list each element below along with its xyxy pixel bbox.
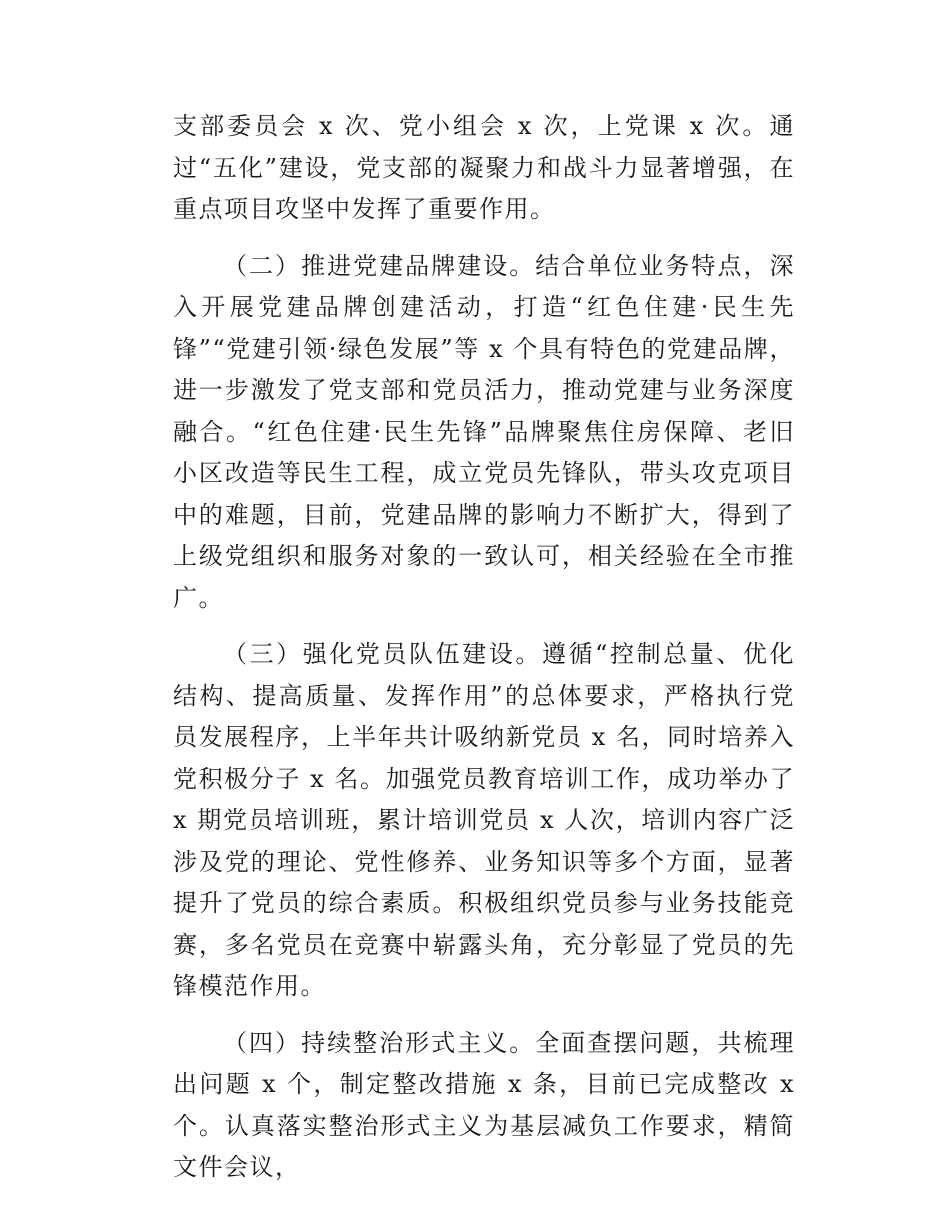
paragraph-party-member-team-building: （三）强化党员队伍建设。遵循“控制总量、优化结构、提高质量、发挥作用”的总体要求，严格执行党员发展程序，上半年共计吸纳新党员 x 名，同时培养入党积极分子 x 名。加强党员教育培训工作，成功举办了 x 期党员培训班，累计培训党员 x 人次，培训内容广泛涉及党的理论、党性修养、业务知识等多个方面，显著提升了党员的综合素质。积极组织党员参与业务技能竞赛，多名党员在竞赛中崭露头角，充分彰显了党员的先锋模范作用。 bbox=[173, 640, 795, 1000]
paragraph-formalism-rectification: （四）持续整治形式主义。全面查摆问题，共梳理出问题 x 个，制定整改措施 x 条，目前已完成整改 x 个。认真落实整治形式主义为基层减负工作要求，精简文件会议， bbox=[173, 1028, 795, 1181]
paragraph-party-brand-building: （二）推进党建品牌建设。结合单位业务特点，深入开展党建品牌创建活动，打造“红色住建·民生先锋”“党建引领·绿色发展”等 x 个具有特色的党建品牌，进一步激发了党支部和党员活力，推动党建与业务深度融合。“红色住建·民生先锋”品牌聚焦住房保障、老旧小区改造等民生工程，成立党员先锋队，带头攻克项目中的难题，目前，党建品牌的影响力不断扩大，得到了上级党组织和服务对象的一致认可，相关经验在全市推广。 bbox=[173, 251, 795, 612]
paragraph-five-modernizations-summary: 支部委员会 x 次、党小组会 x 次，上党课 x 次。通过“五化”建设，党支部的凝聚力和战斗力显著增强，在重点项目攻坚中发挥了重要作用。 bbox=[173, 112, 795, 223]
document-body bbox=[173, 106, 795, 1189]
